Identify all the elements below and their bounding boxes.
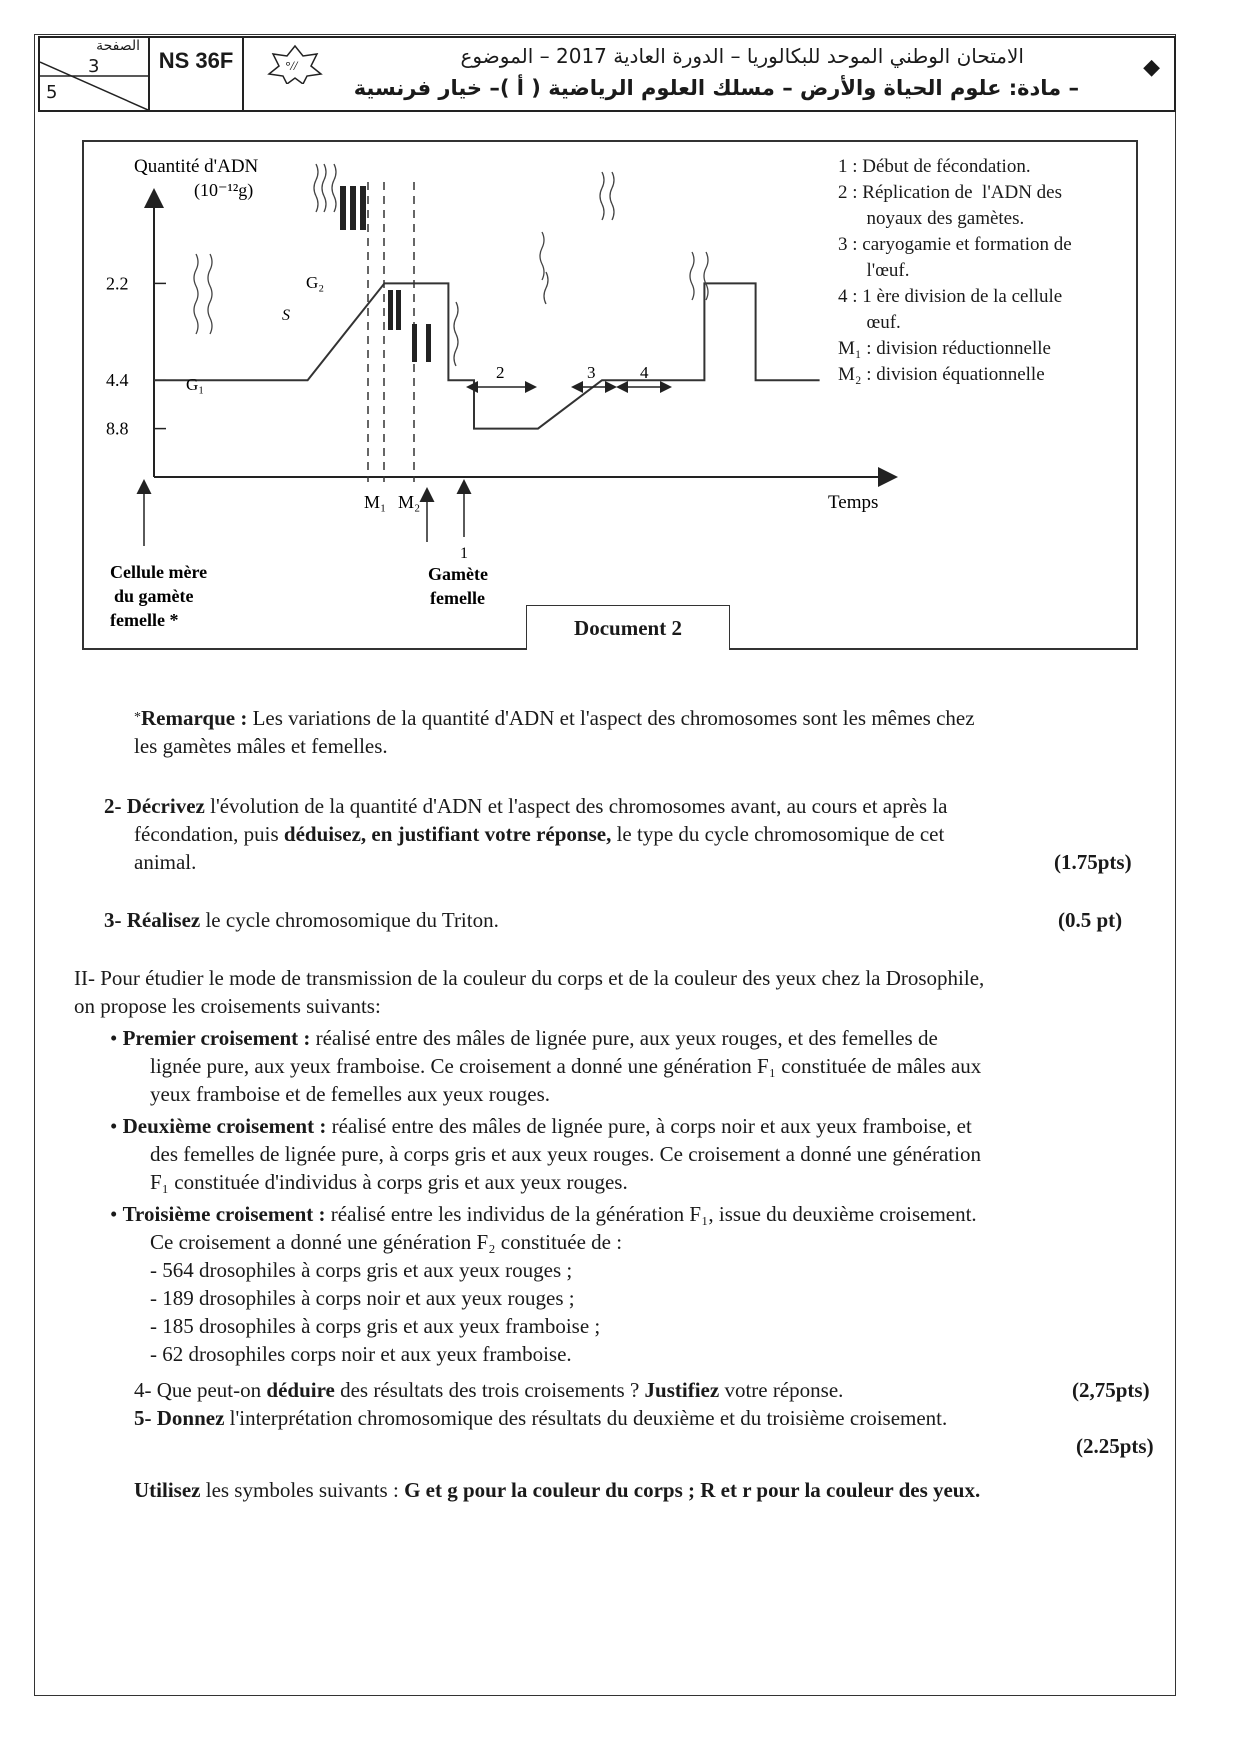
chromatid-m1-1 — [340, 186, 346, 230]
f2-result-1: - 564 drosophiles à corps gris et aux yeux rouges ; — [150, 1258, 573, 1282]
question-2-line-1: 2- Décrivez l'évolution de la quantité d'ADN et l'aspect des chromosomes avant, au cours et après la — [104, 794, 948, 818]
exam-title-line2: – مادة: علوم الحياة والأرض – مسلك العلوم الرياضية ( أ )– خيار فرنسية — [353, 76, 1079, 100]
legend-item-2: 2 : Réplication de l'ADN des — [838, 182, 1062, 203]
gamete-label-1: Gamète — [428, 564, 488, 584]
chromosome-g2-c — [332, 164, 336, 212]
y-tick-label: 4.4 — [106, 370, 129, 391]
legend-item-4: 4 : 1 ère division de la cellule — [838, 286, 1063, 307]
legend-item-1: 1 : Début de fécondation. — [838, 156, 1031, 177]
legend-item-3: 3 : caryogamie et formation de — [838, 234, 1072, 255]
cross-2-line-2: des femelles de lignée pure, à corps gris et aux yeux rouges. Ce croisement a donné une génération — [150, 1142, 981, 1166]
f2-result-3: - 185 drosophiles à corps gris et aux yeux framboise ; — [150, 1314, 601, 1338]
y-axis-unit: (10⁻¹²g) — [194, 180, 254, 200]
cross-3-line-2: Ce croisement a donné une génération F₂ constituée de : — [150, 1230, 623, 1254]
cross-1-line-2: lignée pure, aux yeux framboise. Ce croisement a donné une génération F₁ constituée de mâles aux — [150, 1054, 982, 1078]
chromatid-gamete-1 — [412, 324, 417, 362]
legend-item-2b: noyaux des gamètes. — [838, 208, 1025, 229]
y-tick-label: 8.8 — [106, 418, 129, 439]
question-5-points: (2.25pts) — [1076, 1434, 1154, 1458]
event-label-4: 4 — [640, 363, 649, 382]
question-2-line-3: animal. — [134, 850, 197, 874]
exam-header — [38, 36, 1176, 112]
diamond-icon: ◆ — [1143, 54, 1160, 79]
figure-legend — [838, 154, 1072, 388]
cross-3-line-1: • Troisième croisement : réalisé entre les individus de la génération F₁, issue du deuxième croisement. — [110, 1202, 977, 1226]
question-5: 5- Donnez l'interprétation chromosomique des résultats du deuxième et du troisième croisement. — [134, 1406, 948, 1430]
chromatid-gamete-2 — [426, 324, 431, 362]
event-label-2: 2 — [496, 363, 505, 382]
y-tick-label: 2.2 — [106, 273, 129, 294]
x-axis-label: Temps — [828, 492, 879, 513]
chromatid-m1-2 — [350, 186, 356, 230]
cross-1-line-3: yeux framboise et de femelles aux yeux rouges. — [150, 1082, 551, 1106]
y-axis-label: Quantité d'ADN — [134, 156, 259, 177]
chromosome-egg-a — [600, 172, 604, 220]
condensed-chromosomes — [340, 186, 431, 362]
chromosome-cell-a — [690, 252, 694, 300]
event-label-3: 3 — [587, 363, 596, 382]
y-ticks — [106, 273, 166, 438]
chromatid-m1-3 — [360, 186, 366, 230]
mother-cell-label-3: femelle * — [110, 610, 179, 630]
question-2-points: (1.75pts) — [1054, 850, 1132, 874]
cross-2-line-3: F₁ constituée d'individus à corps gris et aux yeux rouges. — [150, 1170, 628, 1194]
page-total: 5 — [46, 82, 58, 103]
chromatid-m2-1 — [388, 290, 393, 330]
symbols-instruction: Utilisez les symboles suivants : G et g pour la couleur du corps ; R et r pour la couleur des yeux. — [134, 1478, 981, 1502]
meiosis-m1-label: M₁ — [364, 492, 387, 512]
legend-item-m2: M₂ : division équationnelle — [838, 364, 1045, 385]
logo-text: °// — [285, 58, 298, 73]
remark-line-1: *Remarque : Les variations de la quantité d'ADN et l'aspect des chromosomes sont les mêmes chez — [134, 706, 975, 730]
question-3: 3- Réalisez le cycle chromosomique du Triton. — [104, 908, 499, 932]
part-2-intro-2: on propose les croisements suivants: — [74, 994, 381, 1018]
chromosome-drawings — [194, 164, 708, 366]
chromosome-zygote-a — [540, 232, 544, 280]
phase-label-g1: G₁ — [186, 375, 205, 394]
phase-label-s: S — [282, 307, 290, 324]
chromosome-g1-b — [208, 254, 212, 334]
exam-title-line1: الامتحان الوطني الموحد للبكالوريا – الدورة العادية 2017 – الموضوع — [460, 44, 1024, 68]
f2-result-2: - 189 drosophiles à corps noir et aux yeux rouges ; — [150, 1286, 575, 1310]
legend-item-3b: l'œuf. — [838, 260, 910, 281]
dna-quantity-line — [154, 283, 820, 428]
f2-result-4: - 62 drosophiles corps noir et aux yeux framboise. — [150, 1342, 572, 1366]
phase-label-g2: G₂ — [306, 273, 325, 292]
document-caption: Document 2 — [526, 605, 730, 650]
chromosome-g1-a — [194, 254, 198, 334]
question-4: 4- Que peut-on déduire des résultats des trois croisements ? Justifiez votre réponse. — [134, 1378, 844, 1402]
exam-logo-icon — [265, 44, 325, 89]
part-2-intro-1: II- Pour étudier le mode de transmission de la couleur du corps et de la couleur des yeux chez la Drosophile, — [74, 966, 985, 990]
page-label: الصفحة — [96, 38, 140, 54]
question-4-points: (2,75pts) — [1072, 1378, 1150, 1402]
mother-cell-label-2: du gamète — [114, 586, 194, 606]
gamete-label-2: femelle — [430, 588, 485, 608]
meiosis-m2-label: M₂ — [398, 492, 421, 512]
exam-code: NS 36F — [150, 38, 244, 110]
legend-item-4b: œuf. — [838, 312, 901, 333]
cross-2-line-1: • Deuxième croisement : réalisé entre des mâles de lignée pure, à corps noir et aux yeux framboise, et — [110, 1114, 972, 1138]
legend-item-m1: M₁ : division réductionnelle — [838, 338, 1051, 359]
chromatid-m2-2 — [396, 290, 401, 330]
chromosome-zygote-b — [544, 272, 548, 304]
page-number: 3 — [88, 56, 100, 77]
question-2-line-2: fécondation, puis déduisez, en justifiant votre réponse, le type du cycle chromosomique de cet — [134, 822, 945, 846]
chromosome-g2-a — [314, 164, 318, 212]
page-number-box — [40, 38, 150, 110]
chromosome-g2-b — [322, 164, 326, 212]
cross-1-line-1: • Premier croisement : réalisé entre des mâles de lignée pure, aux yeux rouges, et des femelles de — [110, 1026, 938, 1050]
question-3-points: (0.5 pt) — [1058, 908, 1123, 932]
event-label-1: 1 — [460, 545, 468, 562]
mother-cell-label-1: Cellule mère — [110, 562, 208, 582]
remark-line-2: les gamètes mâles et femelles. — [134, 734, 388, 758]
chromosome-egg-b — [610, 172, 614, 220]
chromosome-gamete — [454, 302, 458, 366]
